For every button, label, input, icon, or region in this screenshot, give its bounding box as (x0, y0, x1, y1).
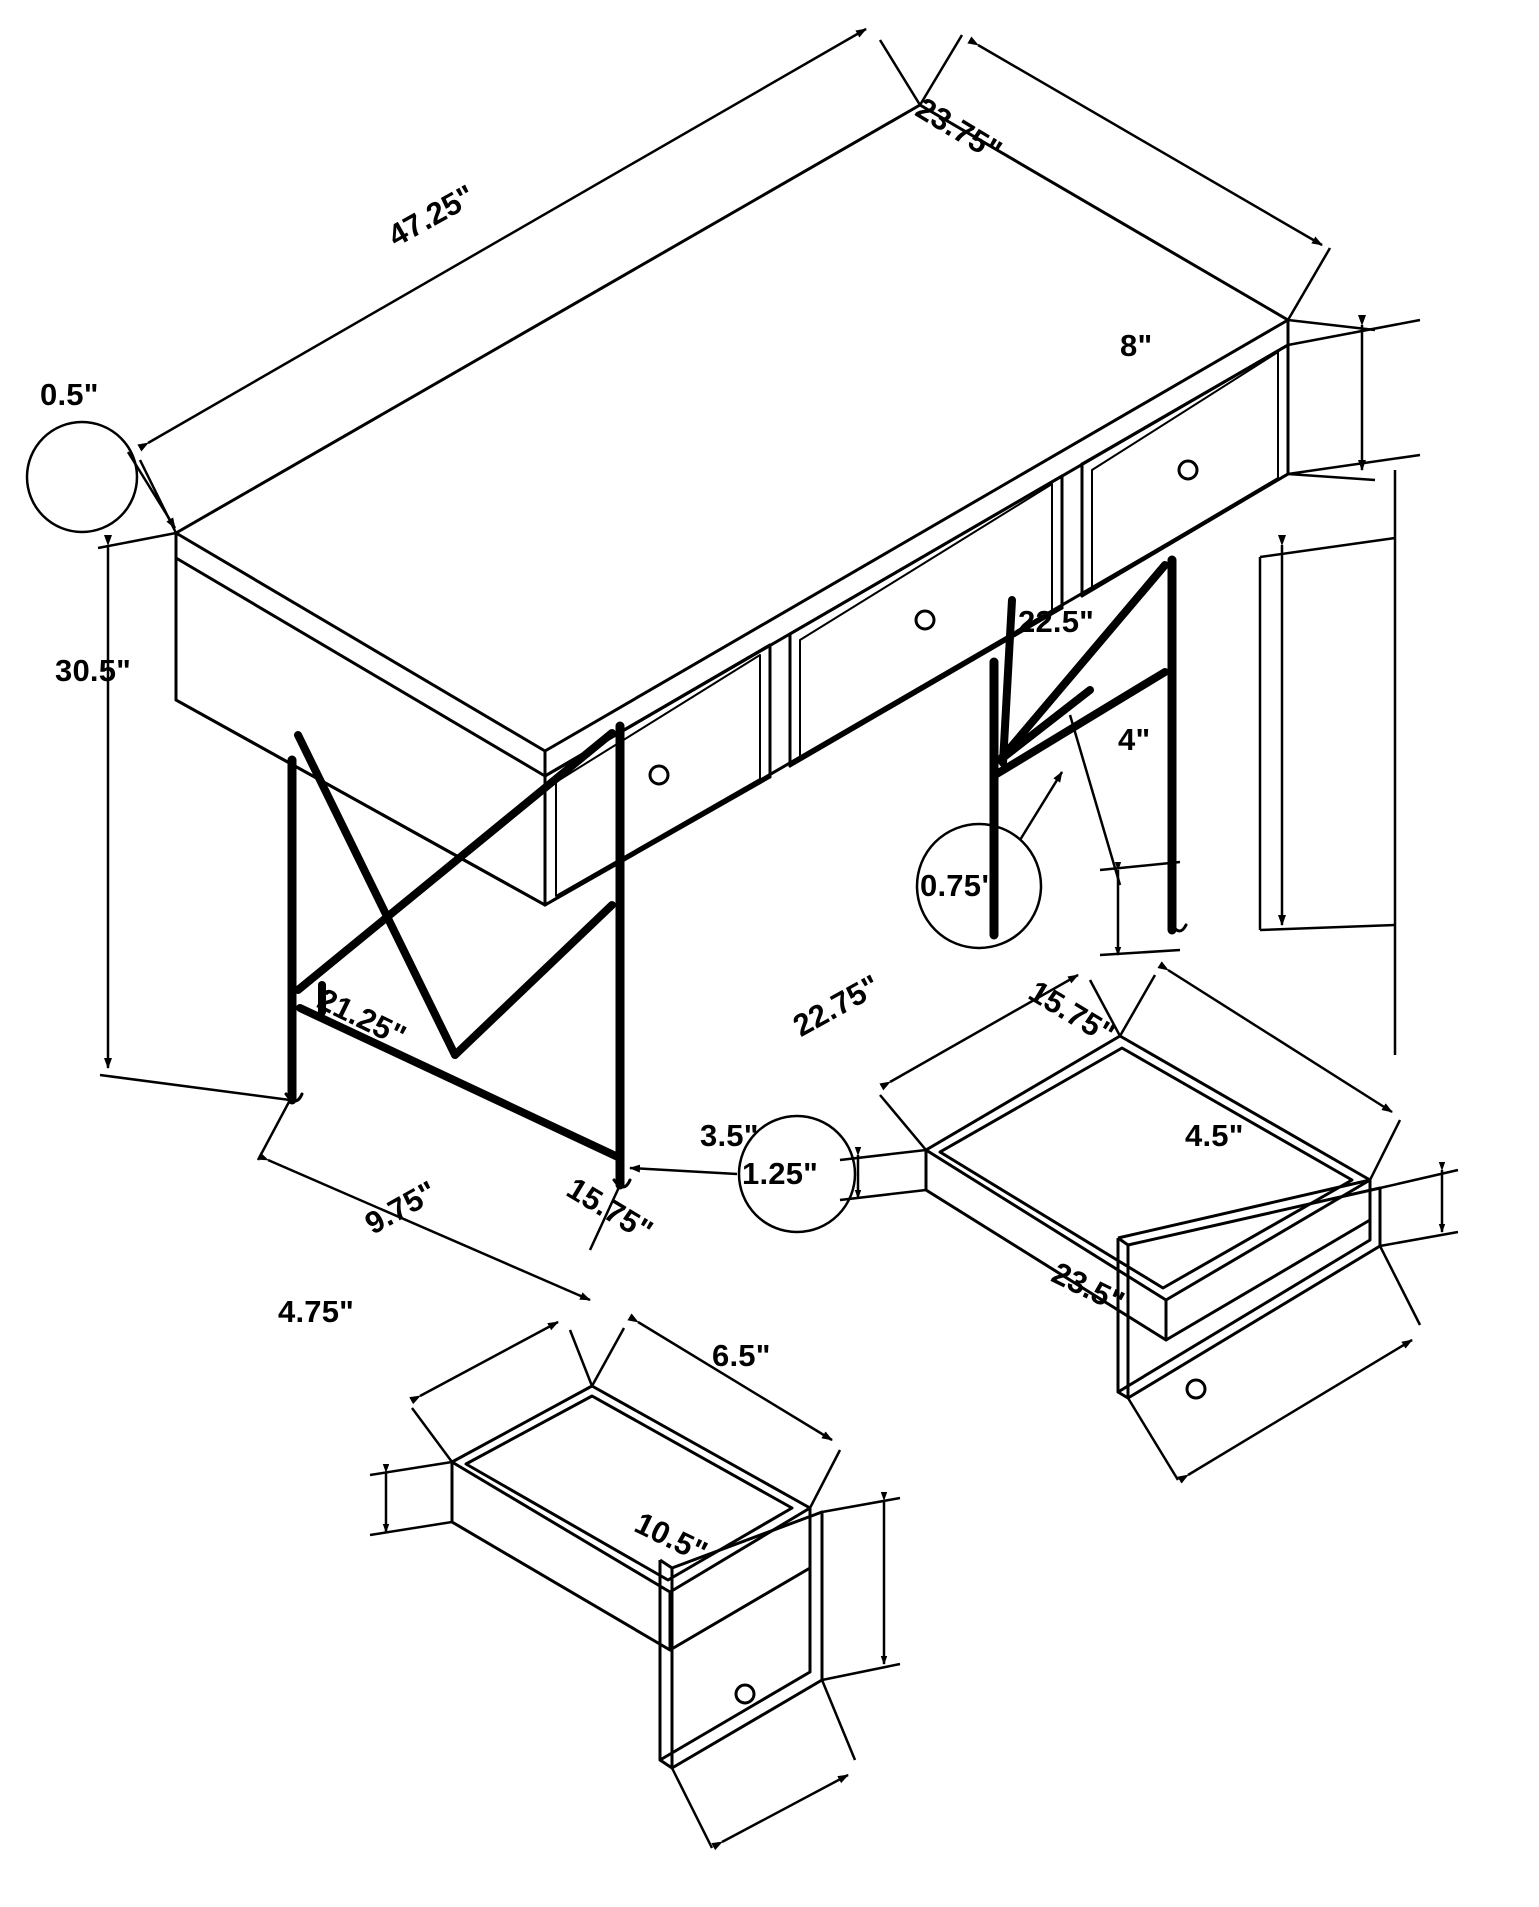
small-drawer-label-inner-depth: 9.75" (359, 1173, 443, 1242)
large-drawer-geometry (926, 1036, 1380, 1398)
large-drawer-label-inner-width: 22.75" (787, 967, 886, 1044)
small-drawer-geometry (452, 1386, 822, 1768)
small-drawer-label-front-width: 10.5" (629, 1505, 714, 1570)
small-drawer-label-inner-width: 15.75" (560, 1170, 660, 1249)
dimension-label-width: 47.25" (382, 177, 481, 254)
dimension-label-leg-diameter: 1.25" (742, 1156, 819, 1191)
large-drawer-label-front-height: 4.5" (1185, 1118, 1244, 1153)
large-drawer-dimension-lines (840, 970, 1458, 1480)
large-drawer-label-inner-depth: 15.75" (1022, 973, 1122, 1052)
small-drawer-label-front-height: 6.5" (712, 1338, 771, 1373)
dimension-label-leg-height: 22.5" (1018, 604, 1095, 639)
large-drawer-label-inner-height: 3.5" (700, 1118, 759, 1153)
dimension-label-overall-height: 30.5" (55, 653, 132, 688)
dimension-label-top-thickness: 0.5" (40, 377, 99, 412)
dimension-label-frame-tube: 0.75" (920, 868, 997, 903)
dimension-label-depth: 23.75" (909, 90, 1009, 169)
large-drawer-label-front-width: 23.5" (1046, 1255, 1131, 1320)
dimension-label-stretcher-offset: 4" (1118, 722, 1151, 757)
small-drawer-label-inner-height: 4.75" (278, 1294, 355, 1329)
dimension-label-leg-spread: 21.25" (312, 981, 412, 1054)
dimension-label-apron-height: 8" (1120, 328, 1153, 363)
